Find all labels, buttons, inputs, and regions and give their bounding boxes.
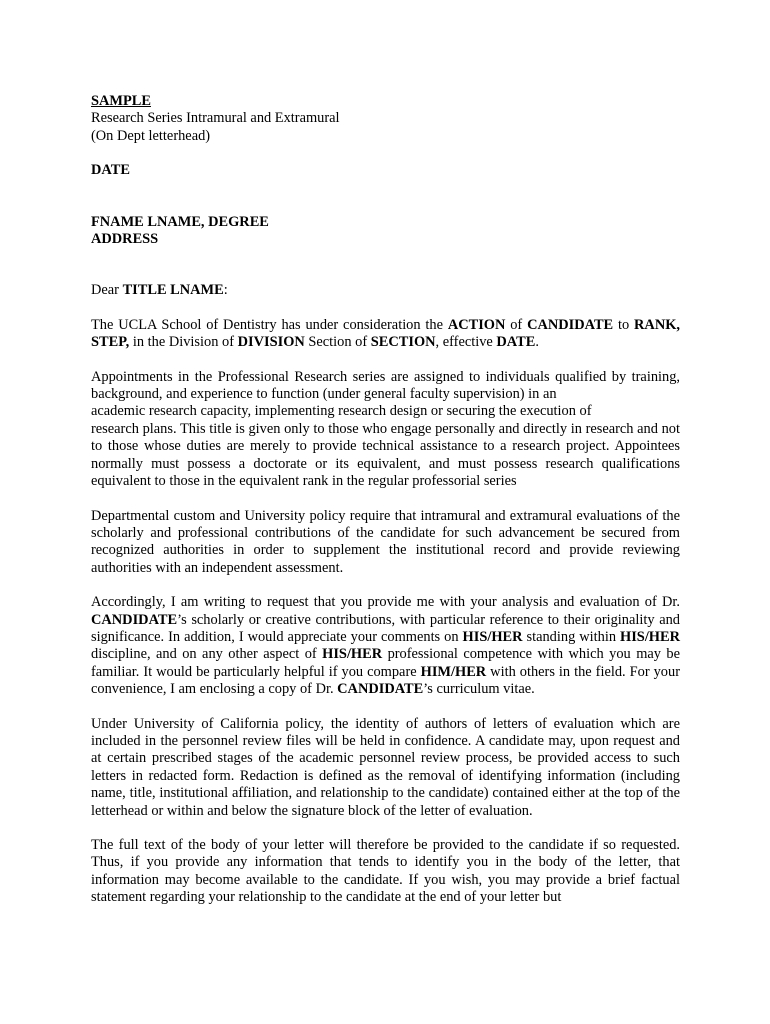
series-line: Research Series Intramural and Extramural	[91, 110, 340, 127]
p1-date: DATE	[496, 334, 536, 351]
p4-candidate-2: CANDIDATE	[337, 681, 424, 698]
paragraph-policy: Departmental custom and University policy require that intramural and extramural evaluations of the scholarly and professional contributions of the candidate for such advancement be secured from recognized authorities in order to supplement the institutional record and provide reviewing authorities with an independent assessment.	[91, 507, 680, 576]
p1-action: ACTION	[447, 316, 506, 333]
recipient-name: FNAME LNAME, DEGREE	[91, 213, 269, 230]
p1-text-1: The UCLA School of Dentistry has under consideration the	[91, 316, 448, 333]
p4-text-6: with others in the field. For your convenience, I am enclosing a copy of Dr.	[91, 663, 680, 698]
date-line: DATE	[91, 162, 130, 179]
p1-text-7: .	[535, 334, 539, 351]
p1-text-2: of	[505, 316, 528, 333]
p4-candidate-1: CANDIDATE	[91, 611, 178, 628]
p1-text-3: to	[613, 316, 635, 333]
salutation-colon: :	[223, 282, 228, 299]
p4-him-her: HIM/HER	[420, 663, 487, 680]
p1-section: SECTION	[370, 334, 436, 351]
letter-page	[91, 93, 680, 907]
p4-text-4: discipline, and on any other aspect of	[91, 646, 323, 663]
p4-text-5: professional competence with which you may be familiar. It would be particularly helpful if you compare	[91, 646, 680, 680]
salutation-title: TITLE LNAME	[122, 282, 224, 299]
p4-text-3: standing within	[522, 628, 621, 645]
paragraph-appointments	[91, 369, 680, 491]
sample-heading	[91, 93, 680, 110]
paragraph-full-text: The full text of the body of your letter will therefore be provided to the candidate if so requested. Thus, if you provide any information that tends to identify you in the body of the letter, that information may become available to the candidate. If you wish, you may provide a brief factual statement regarding your relationship to the candidate at the end of your letter but	[91, 837, 680, 906]
p4-his-her-1: HIS/HER	[462, 628, 523, 645]
salutation	[91, 282, 680, 299]
p4-text-7: ’s curriculum vitae.	[423, 681, 535, 698]
paragraph-request	[91, 594, 680, 698]
p4-his-her-2: HIS/HER	[620, 628, 680, 645]
p2-line-2: academic research capacity, implementing research design or securing the execution of	[91, 403, 592, 420]
p1-candidate: CANDIDATE	[527, 316, 614, 333]
paragraph-confidentiality: Under University of California policy, the identity of authors of letters of evaluation which are included in the personnel review files will be held in confidence. A candidate may, upon request and at certain prescribed stages of the academic personnel review process, be provided access to such letters in redacted form. Redaction is defined as the removal of identifying information (including name, title, institutional affiliation, and relationship to the candidate) contained either at the top of the letterhead or within and below the signature block of the letter of evaluation.	[91, 715, 680, 819]
p1-rank: RANK, STEP,	[91, 316, 680, 351]
p4-text-2: ’s scholarly or creative contributions, with particular reference to their originality and significance. In addition, I would appreciate your comments on	[91, 611, 680, 645]
paragraph-consideration	[91, 317, 680, 352]
letterhead-note: (On Dept letterhead)	[91, 127, 211, 144]
sample-label: SAMPLE	[91, 93, 151, 109]
p2-line-1: Appointments in the Professional Research series are assigned to individuals qualified by training, background, and experience to function (under general faculty supervision) in an	[91, 368, 680, 403]
p4-his-her-3: HIS/HER	[322, 646, 383, 663]
recipient-address: ADDRESS	[91, 231, 159, 248]
p2-line-3: research plans. This title is given only to those who engage personally and directly in research and not to those whose duties are merely to provide technical assistance to a research project. Appointees normally must possess a doctorate or its equivalent, and must possess research qualifications equivalent to those in the equivalent rank in the regular professorial series	[91, 420, 680, 490]
p1-text-4: in the Division of	[129, 334, 238, 351]
p1-division: DIVISION	[237, 334, 305, 351]
salutation-dear: Dear	[91, 282, 123, 299]
p1-text-6: , effective	[435, 334, 497, 351]
p1-text-5: Section of	[304, 334, 371, 351]
p4-text-1: Accordingly, I am writing to request that you provide me with your analysis and evaluation of Dr.	[91, 594, 680, 611]
